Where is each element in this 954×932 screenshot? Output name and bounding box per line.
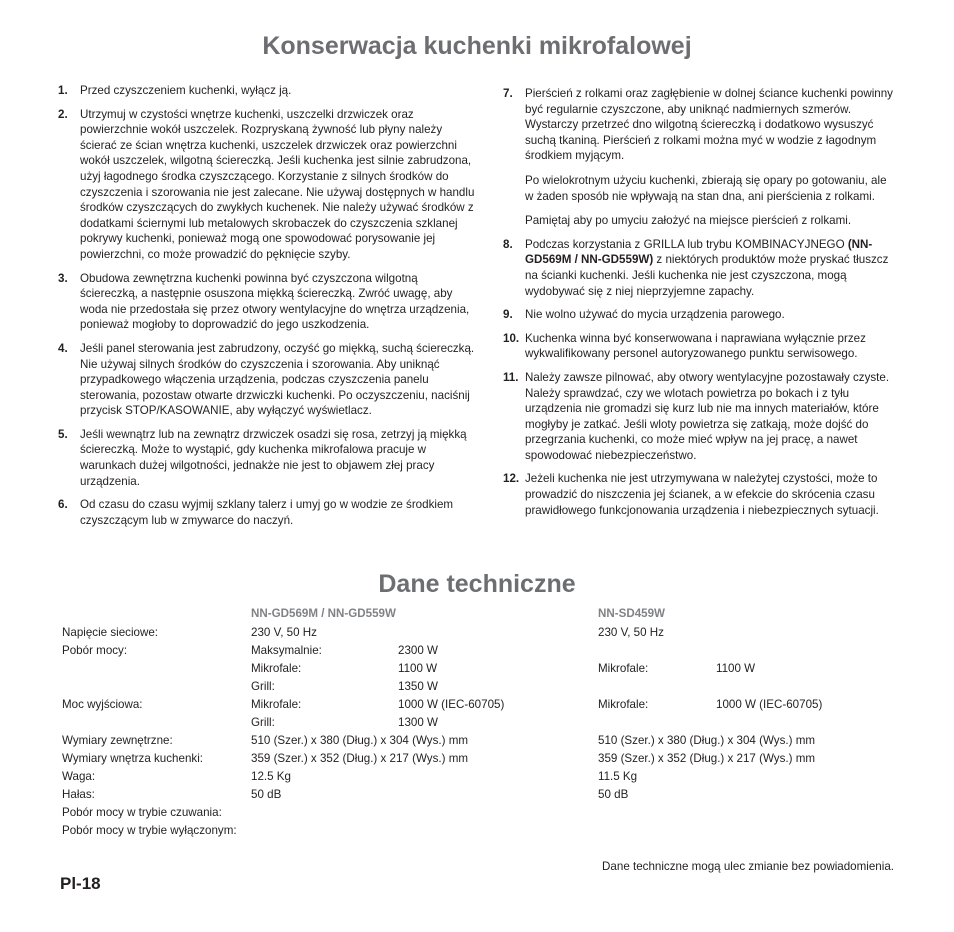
spec-label: Wymiary zewnętrzne: bbox=[62, 734, 173, 747]
spec-label: Hałas: bbox=[62, 788, 95, 801]
spec-value: Mikrofale: bbox=[598, 662, 649, 675]
spec-value: 1000 W (IEC-60705) bbox=[716, 698, 823, 711]
item-number: 10. bbox=[503, 331, 520, 345]
item-number: 5. bbox=[58, 427, 68, 441]
page-number: Pl-18 bbox=[60, 874, 101, 893]
spec-label: Pobór mocy w trybie czuwania: bbox=[62, 806, 222, 819]
list-item bbox=[58, 427, 478, 489]
list-item bbox=[503, 370, 898, 464]
item-text: Obudowa zewnętrzna kuchenki powinna być czyszczona wilgotną ściereczką, a następnie osuszona miękką ściereczką. Zwróć uwagę, aby woda nie przedostała się przez otwory wentylacyjne do wnętrza urządzenia, ponieważ mogłoby to doprowadzić do jego uszkodzenia. bbox=[80, 271, 470, 332]
spec-label: Waga: bbox=[62, 770, 96, 783]
spec-value: 359 (Szer.) x 352 (Dług.) x 217 (Wys.) mm bbox=[598, 752, 816, 765]
item-number: 6. bbox=[58, 498, 68, 512]
list-item bbox=[503, 237, 898, 299]
item-text: Pamiętaj aby po umyciu założyć na miejsce pierścień z rolkami. bbox=[525, 214, 852, 228]
list-item bbox=[503, 307, 898, 323]
item-text: Podczas korzystania z GRILLA lub trybu KOMBINACYJNEGO (NN-GD569M / NN-GD559W) z niektórych produktów może pryskać tłuszcz na ścianki kuchenki. Jeśli kuchenka nie jest czyszczona, mogą wydobywać się z niej nieprzyjemne zapachy. bbox=[525, 237, 889, 298]
spec-value: 12.5 Kg bbox=[251, 770, 291, 783]
spec-value: Grill: bbox=[251, 716, 275, 729]
item-number: 3. bbox=[58, 271, 68, 285]
item-text: Jeśli panel sterowania jest zabrudzony, oczyść go miękką, suchą ściereczką. Nie używaj silnych środków do czyszczenia i szorowania. Aby uniknąć przypadkowego włączenia urządzenia, podczas czyszczenia panelu sterowania, pozostaw otwarte drzwiczki kuchenki. Po oczyszczeniu, naciśnij przycisk STOP/KASOWANIE, aby wyłączyć wyświetlacz. bbox=[80, 341, 475, 418]
spec-value: 230 V, 50 Hz bbox=[598, 626, 664, 639]
spec-value: 50 dB bbox=[251, 788, 282, 801]
item-number: 11. bbox=[503, 370, 519, 384]
spec-value: 11.5 Kg bbox=[598, 770, 638, 783]
spec-label: Pobór mocy: bbox=[62, 644, 128, 657]
spec-value: 359 (Szer.) x 352 (Dług.) x 217 (Wys.) mm bbox=[251, 752, 469, 765]
item-number: 9. bbox=[503, 308, 513, 322]
list-item bbox=[58, 497, 478, 528]
spec-value: 50 dB bbox=[598, 788, 629, 801]
list-item bbox=[503, 86, 898, 229]
spec-value: 1100 W bbox=[716, 662, 756, 675]
page-title: Konserwacja kuchenki mikrofalowej bbox=[262, 32, 692, 60]
spec-value: 1100 W bbox=[398, 662, 438, 675]
list-item bbox=[503, 471, 898, 518]
item-number: 2. bbox=[58, 107, 68, 121]
item-text: Nie wolno używać do mycia urządzenia parowego. bbox=[525, 308, 785, 322]
item-number: 4. bbox=[58, 341, 68, 355]
spec-header-model-b: NN-SD459W bbox=[598, 607, 665, 620]
list-item bbox=[503, 331, 898, 362]
spec-value: 1000 W (IEC-60705) bbox=[398, 698, 505, 711]
spec-value: 1300 W bbox=[398, 716, 438, 729]
item-number: 1. bbox=[58, 84, 68, 97]
list-item bbox=[58, 341, 478, 419]
item-text: Od czasu do czasu wyjmij szklany talerz i umyj go w wodzie ze środkiem czyszczącym lub w zmywarce do naczyń. bbox=[80, 498, 454, 527]
item-text: Utrzymuj w czystości wnętrze kuchenki, uszczelki drzwiczek oraz powierzchnie wokół uszczelek. Rozpryskaną żywność lub płyny należy ścierać ze ścian wnętrza kuchenki, uszczelek drzwiczek oraz powierzchni wokół uszczelek, wilgotną ściereczką. Jeśli kuchenka jest silnie zabrudzona, użyj łagodnego środka czyszczącego. Korzystanie z silnych środków do czyszczenia i szorowania nie jest zalecane. Nie używaj dostępnych w handlu środków czyszczących do zwykłych kuchenek. Nie należy używać środków z dodatkami ściernymi lub metalowych skrobaczek do czyszczenia szklanej pokrywy kuchenki, ponieważ mogą one spowodować porysowanie jej powierzchni, co może prowadzić do pęknięcie szyby. bbox=[80, 107, 475, 261]
spec-value: 510 (Szer.) x 380 (Dług.) x 304 (Wys.) mm bbox=[598, 734, 816, 747]
spec-value: Mikrofale: bbox=[251, 698, 302, 711]
spec-value: 510 (Szer.) x 380 (Dług.) x 304 (Wys.) mm bbox=[251, 734, 469, 747]
item-text: Kuchenka winna być konserwowana i naprawiana wyłącznie przez wykwalifikowany personel autoryzowanego punktu serwisowego. bbox=[525, 331, 866, 361]
spec-value: Grill: bbox=[251, 680, 275, 693]
spec-value: Mikrofale: bbox=[251, 662, 302, 675]
item-text: Jeśli wewnątrz lub na zewnątrz drzwiczek osadzi się rosa, zetrzyj ją miękką ściereczką. Może to wystąpić, gdy kuchenka mikrofalowa pracuje w warunkach dużej wilgotności, jednakże nie jest to objawem złej pracy urządzenia. bbox=[80, 427, 467, 488]
spec-label: Moc wyjściowa: bbox=[62, 698, 143, 711]
spec-label: Napięcie sieciowe: bbox=[62, 626, 159, 639]
item-text: Należy zawsze pilnować, aby otwory wentylacyjne pozostawały czyste. Należy sprawdzać, czy we wlotach powietrza po bokach i z tyłu urządzenia nie gromadzi się kurz lub nie ma innych materiałów, które mogłyby je zatkać. Jeśli wloty powietrza się zatkają, może dojść do przegrzania kuchenki, co może mieć wpływ na jej pracę, a nawet spowodować niebezpieczeństwo. bbox=[525, 370, 890, 462]
spec-value: 2300 W bbox=[398, 644, 438, 657]
spec-label: Pobór mocy w trybie wyłączonym: bbox=[62, 824, 237, 837]
spec-value: 230 V, 50 Hz bbox=[251, 626, 317, 639]
item-number: 8. bbox=[503, 237, 513, 251]
list-item bbox=[58, 271, 478, 333]
list-item bbox=[58, 83, 478, 99]
item-text: Pierścień z rolkami oraz zagłębienie w dolnej ściance kuchenki powinny być regularnie czyszczone, aby uniknąć nadmiernych szmerów. Wystarczy przetrzeć dno wilgotną ściereczką i dodatkowo wysuszyć suchą tkaniną. Pierścień z rolkami można myć w wodzie z łagodnym środkiem myjącym. bbox=[525, 87, 893, 163]
list-item bbox=[58, 107, 478, 263]
spec-value: Maksymalnie: bbox=[251, 644, 322, 657]
maintenance-list-left bbox=[58, 83, 478, 536]
spec-value: Mikrofale: bbox=[598, 698, 649, 711]
item-number: 12. bbox=[503, 472, 520, 486]
spec-header-model-a: NN-GD569M / NN-GD559W bbox=[251, 607, 396, 620]
spec-value: 1350 W bbox=[398, 680, 438, 693]
item-text: Po wielokrotnym użyciu kuchenki, zbierają się opary po gotowaniu, ale w żaden sposób nie wpływają na stan dna, ani pierścienia z rolkami. bbox=[525, 173, 887, 203]
item-text: Jeżeli kuchenka nie jest utrzymywana w należytej czystości, może to prowadzić do niszczenia jej ścianek, a w efekcie do skrócenia czasu prawidłowego funkcjonowania urządzenia i niebezpiecznych sytuacji. bbox=[525, 472, 879, 517]
item-number: 7. bbox=[503, 87, 513, 100]
maintenance-list-right bbox=[503, 86, 898, 526]
footer-note: Dane techniczne mogą ulec zmianie bez powiadomienia. bbox=[602, 860, 894, 873]
item-text: Przed czyszczeniem kuchenki, wyłącz ją. bbox=[80, 84, 292, 97]
spec-label: Wymiary wnętrza kuchenki: bbox=[62, 752, 203, 765]
spec-title: Dane techniczne bbox=[378, 570, 576, 598]
